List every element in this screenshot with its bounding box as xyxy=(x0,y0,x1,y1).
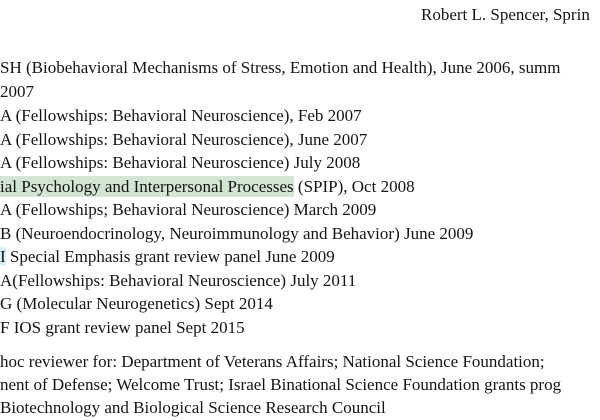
entry-line: A (Fellowships: Behavioral Neuroscience), Feb 2007 xyxy=(0,106,362,125)
entry-line: B (Neuroendocrinology, Neuroimmunology and Behavior) June 2009 xyxy=(0,224,474,243)
entry-line: G (Molecular Neurogenetics) Sept 2014 xyxy=(0,294,273,313)
entry-line: A (Fellowships: Behavioral Neuroscience) July 2008 xyxy=(0,153,361,172)
entry-line: 2007 xyxy=(0,82,34,101)
entry-line: SH (Biobehavioral Mechanisms of Stress, Emotion and Health), June 2006, summ xyxy=(0,58,561,77)
entry-rest: Special Emphasis grant review panel June 2009 xyxy=(5,247,335,266)
adhoc-line: hoc reviewer for: Department of Veterans Affairs; National Science Foundation; xyxy=(0,352,545,371)
entry-line: F IOS grant review panel Sept 2015 xyxy=(0,318,245,337)
adhoc-line: nent of Defense; Welcome Trust; Israel Binational Science Foundation grants prog xyxy=(0,375,562,394)
entry-lead: I xyxy=(0,247,6,266)
entry-line-special-emphasis xyxy=(0,247,335,267)
text-highlight[interactable]: ial Psychology and Interpersonal Processes xyxy=(0,177,294,196)
entry-line: A (Fellowships: Behavioral Neuroscience), June 2007 xyxy=(0,130,368,149)
entry-line-highlighted xyxy=(0,177,415,197)
running-header: Robert L. Spencer, Sprin xyxy=(421,5,590,24)
adhoc-line: Biotechnology and Biological Science Research Council xyxy=(0,398,386,417)
entry-rest: (SPIP), Oct 2008 xyxy=(293,177,415,196)
entry-line: A(Fellowships: Behavioral Neuroscience) July 2011 xyxy=(0,271,357,290)
entry-line: A (Fellowships; Behavioral Neuroscience) March 2009 xyxy=(0,200,377,219)
